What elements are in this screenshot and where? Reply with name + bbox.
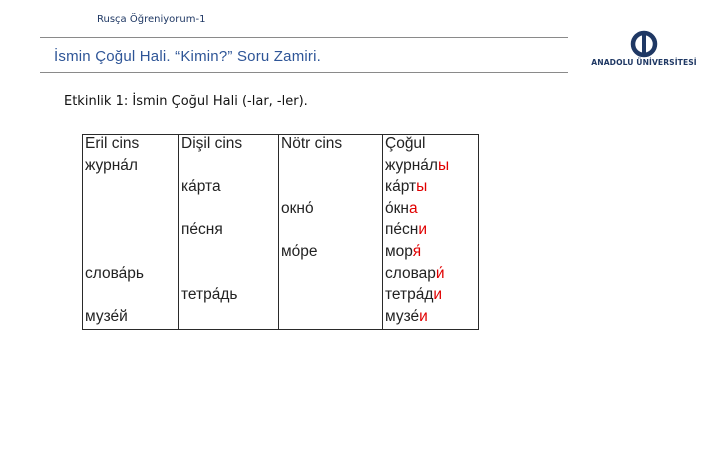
plural-ending: ы xyxy=(437,156,450,174)
header-feminine: Dişil cins xyxy=(179,135,279,157)
masculine-cell xyxy=(83,286,179,308)
feminine-cell xyxy=(179,200,279,222)
table-row xyxy=(83,243,479,265)
university-logo xyxy=(588,30,700,78)
feminine-cell xyxy=(179,265,279,287)
table-row xyxy=(83,178,479,200)
table-row xyxy=(83,308,479,330)
plural-ending: я́ xyxy=(412,242,422,260)
feminine-cell: тетра́дь xyxy=(179,286,279,308)
masculine-cell xyxy=(83,178,179,200)
masculine-cell xyxy=(83,243,179,265)
university-emblem-icon xyxy=(588,30,700,58)
header-masculine: Eril cins xyxy=(83,135,179,157)
title-bottom-divider xyxy=(40,72,568,73)
masculine-cell: музе́й xyxy=(83,308,179,330)
university-name: ANADOLU ÜNİVERSİTESİ xyxy=(591,58,697,67)
table-row xyxy=(83,157,479,179)
table-row xyxy=(83,221,479,243)
feminine-cell: ка́рта xyxy=(179,178,279,200)
feminine-cell xyxy=(179,308,279,330)
plural-cell xyxy=(383,308,479,330)
table-row xyxy=(83,200,479,222)
feminine-cell: пе́сня xyxy=(179,221,279,243)
masculine-cell: слова́рь xyxy=(83,265,179,287)
plural-ending: и́ xyxy=(435,264,445,282)
plural-ending: а xyxy=(408,199,418,217)
plural-cell xyxy=(383,286,479,308)
activity-label: Etkinlik 1: İsmin Çoğul Hali (-lar, -ler). xyxy=(64,94,308,109)
noun-plural-table xyxy=(82,134,479,330)
plural-ending: ы xyxy=(416,178,428,196)
neuter-cell xyxy=(279,286,383,308)
plural-cell xyxy=(383,178,479,200)
header-neuter: Nötr cins xyxy=(279,135,383,157)
feminine-cell xyxy=(179,157,279,179)
plural-ending: и xyxy=(433,286,443,304)
table-header-row xyxy=(83,135,479,157)
course-name: Rusça Öğreniyorum-1 xyxy=(97,14,206,25)
masculine-cell: журна́л xyxy=(83,157,179,179)
plural-stem: музе́ xyxy=(385,307,420,325)
neuter-cell xyxy=(279,308,383,330)
plural-stem: тетра́д xyxy=(385,286,434,304)
slide-title: İsmin Çoğul Hali. “Kimin?” Soru Zamiri. xyxy=(54,48,322,65)
plural-stem: о́кн xyxy=(385,199,409,217)
plural-stem: мор xyxy=(385,242,413,260)
plural-ending: и xyxy=(419,307,428,325)
plural-stem: журна́л xyxy=(385,156,438,174)
masculine-cell xyxy=(83,221,179,243)
neuter-cell xyxy=(279,265,383,287)
plural-cell xyxy=(383,265,479,287)
neuter-cell: мо́ре xyxy=(279,243,383,265)
plural-cell xyxy=(383,221,479,243)
plural-cell xyxy=(383,243,479,265)
plural-ending: и xyxy=(418,221,427,239)
feminine-cell xyxy=(179,243,279,265)
plural-stem: пе́сн xyxy=(385,221,419,239)
table-row xyxy=(83,286,479,308)
neuter-cell xyxy=(279,157,383,179)
plural-stem: словар xyxy=(385,264,436,282)
title-top-divider xyxy=(40,37,568,38)
plural-stem: ка́рт xyxy=(385,178,417,196)
plural-cell xyxy=(383,200,479,222)
neuter-cell xyxy=(279,221,383,243)
masculine-cell xyxy=(83,200,179,222)
header-plural: Çoğul xyxy=(383,135,479,157)
neuter-cell xyxy=(279,178,383,200)
neuter-cell: окно́ xyxy=(279,200,383,222)
table-row xyxy=(83,265,479,287)
plural-cell xyxy=(383,157,479,179)
